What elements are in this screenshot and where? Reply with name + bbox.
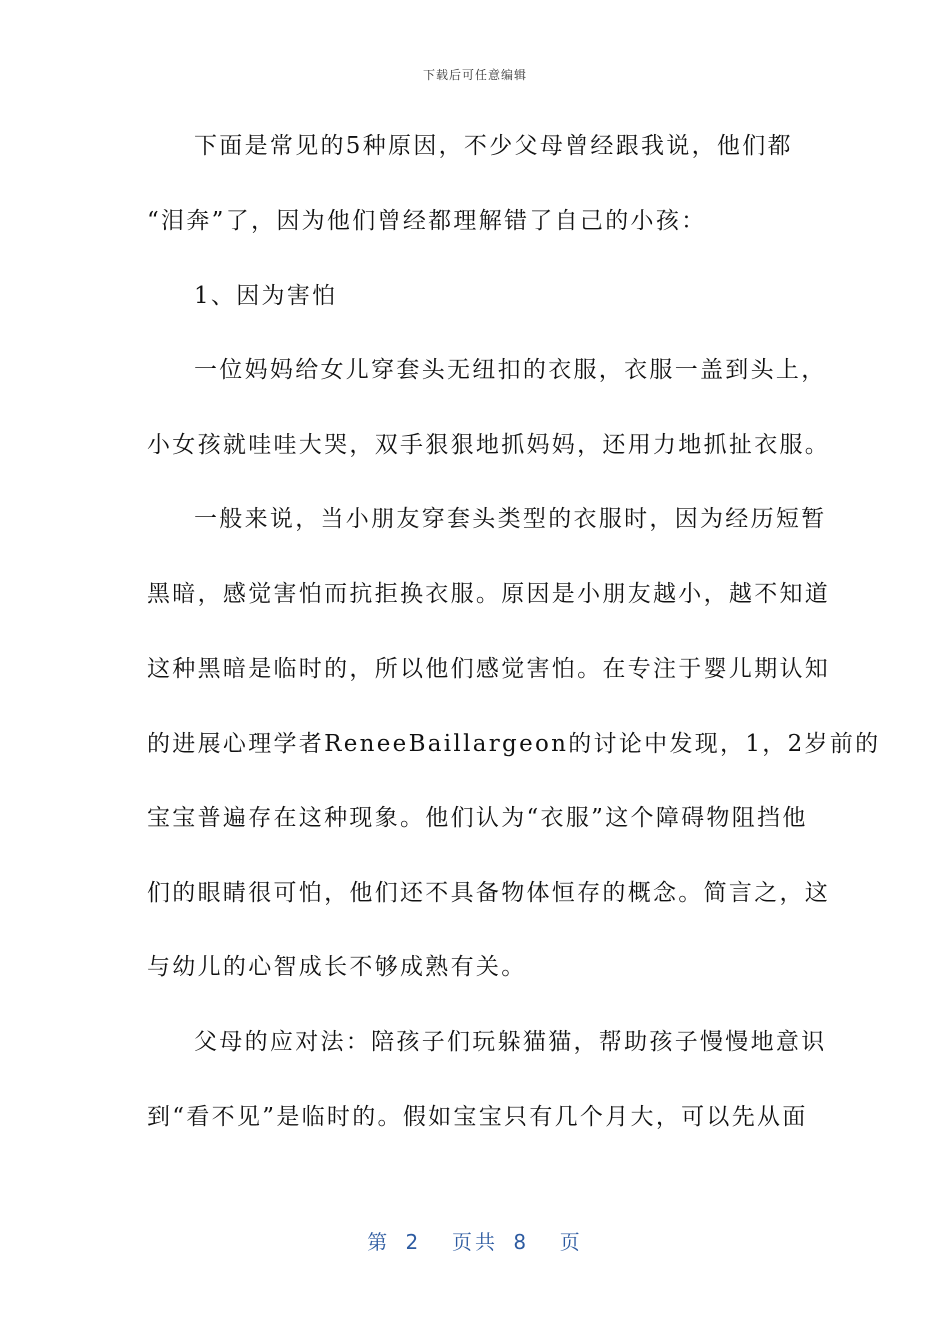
text-line: 宝宝普遍存在这种现象。他们认为“衣服”这个障碍物阻挡他 <box>147 805 808 831</box>
page-header-note: 下载后可任意编辑 <box>422 68 527 82</box>
text-line: 这种黑暗是临时的，所以他们感觉害怕。在专注于婴儿期认知 <box>147 656 831 682</box>
text-line: 父母的应对法：陪孩子们玩躲猫猫，帮助孩子慢慢地意识 <box>194 1029 827 1055</box>
text-line: 小女孩就哇哇大哭，双手狠狠地抓妈妈，还用力地抓扯衣服。 <box>147 432 831 458</box>
page-number-footer <box>0 1226 950 1255</box>
text-line: “泪奔”了，因为他们曾经都理解错了自己的小孩： <box>147 208 707 234</box>
text-line: 们的眼睛很可怕，他们还不具备物体恒存的概念。简言之，这 <box>147 880 831 906</box>
page-number-label: 第 2 页共 8 页 <box>367 1230 583 1254</box>
text-line: 一般来说，当小朋友穿套头类型的衣服时，因为经历短暂 <box>194 506 827 532</box>
text-line: 下面是常见的5种原因，不少父母曾经跟我说，他们都 <box>194 133 793 159</box>
text-line: 的进展心理学者ReneeBaillargeon的讨论中发现，1，2岁前的 <box>147 731 881 757</box>
text-line: 一位妈妈给女儿穿套头无纽扣的衣服，衣服一盖到头上， <box>194 357 827 383</box>
text-line: 黑暗，感觉害怕而抗拒换衣服。原因是小朋友越小，越不知道 <box>147 581 831 607</box>
text-line: 到“看不见”是临时的。假如宝宝只有几个月大，可以先从面 <box>147 1104 808 1130</box>
list-heading: 1、因为害怕 <box>194 283 338 309</box>
text-line: 与幼儿的心智成长不够成熟有关。 <box>147 954 527 980</box>
